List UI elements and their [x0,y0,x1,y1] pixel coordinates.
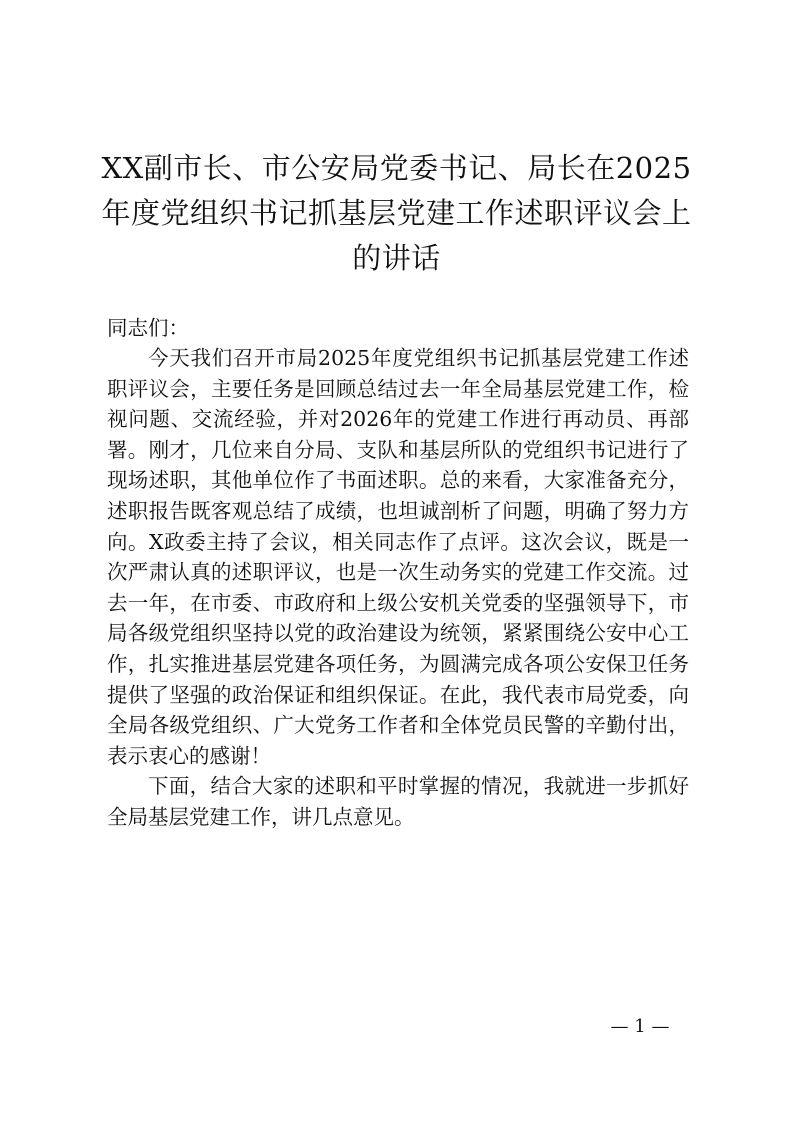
paragraph-transition: 下面，结合大家的述职和平时掌握的情况，我就进一步抓好全局基层党建工作，讲几点意见。 [107,774,689,829]
salutation: 同志们： [107,316,189,340]
paragraph-opening: 今天我们召开市局2025年度党组织书记抓基层党建工作述职评议会，主要任务是回顾总结过去一年全局基层党建工作，检视问题、交流经验，并对2026年的党建工作进行再动员、再部署。刚才，几位来自分局、支队和基层所队的党组织书记进行了现场述职，其他单位作了书面述职。总的来看，大家准备充分，述职报告既客观总结了成绩，也坦诚剖析了问题，明确了努力方向。X政委主持了会议，相关同志作了点评。这次会议，既是一次严肃认真的述职评议，也是一次生动务实的党建工作交流。过去一年，在市委、市政府和上级公安机关党委的坚强领导下，市局各级党组织坚持以党的政治建设为统领，紧紧围绕公安中心工作，扎实推进基层党建各项任务，为圆满完成各项公安保卫任务提供了坚强的政治保证和组织保证。在此，我代表市局党委，向全局各级党组织、广大党务工作者和全体党员民警的辛勤付出，表示衷心的感谢！ [107,346,689,768]
document-title: XX副市长、市公安局党委书记、局长在2025年度党组织书记抓基层党建工作述职评议会上的讲话 [101,151,692,275]
document-body [107,343,689,833]
page-number: — 1 — [610,1016,670,1037]
